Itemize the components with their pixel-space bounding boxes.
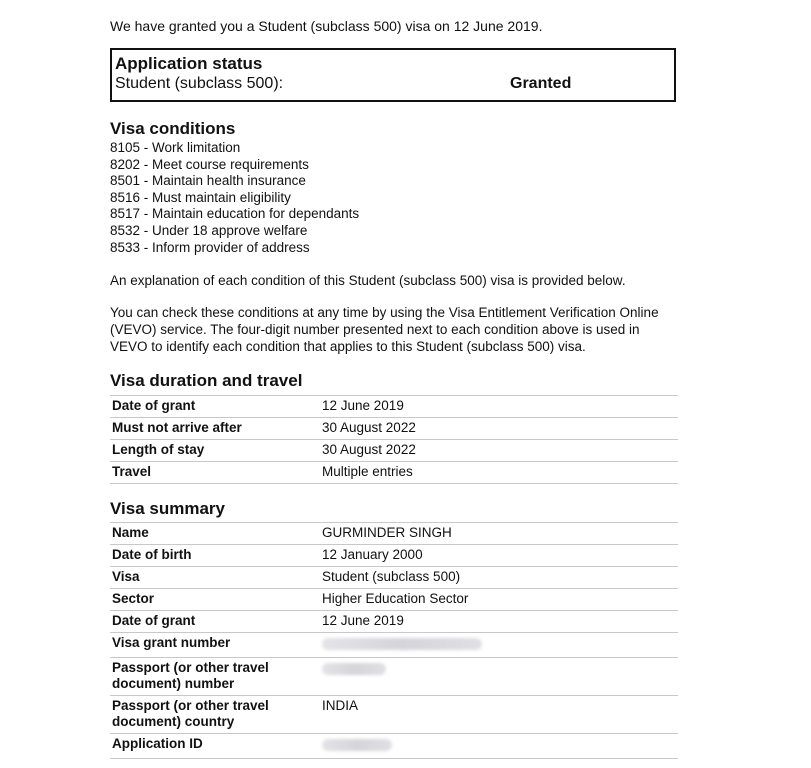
row-value: GURMINDER SINGH: [320, 523, 678, 545]
condition-item: 8532 - Under 18 approve welfare: [110, 222, 308, 238]
condition-item: 8202 - Meet course requirements: [110, 156, 309, 172]
table-row: [110, 589, 678, 611]
table-row: [110, 633, 678, 658]
table-row: [110, 462, 678, 484]
table-row: [110, 658, 678, 696]
row-value: 12 January 2000: [320, 545, 678, 567]
table-row: [110, 567, 678, 589]
status-label: Student (subclass 500):: [115, 75, 284, 92]
table-row: [110, 611, 678, 633]
table-row: [110, 734, 678, 759]
row-label: Travel: [110, 462, 320, 484]
redaction-blur: [322, 663, 386, 675]
summary-table: [110, 522, 678, 759]
row-label: Visa grant number: [110, 633, 320, 658]
status-row: [115, 74, 674, 94]
row-label: Passport (or other travel document) number: [110, 658, 320, 696]
summary-heading: Visa summary: [110, 499, 225, 518]
vevo-note: You can check these conditions at any time by using the Visa Entitlement Verification Online (VEVO) service. The four-digit number presented next to each condition above is used in VEVO to identify each condition that applies to this Student (subclass 500) visa.: [110, 305, 659, 354]
row-label: Must not arrive after: [110, 418, 320, 440]
row-value: Higher Education Sector: [320, 589, 678, 611]
conditions-heading: Visa conditions: [110, 119, 236, 138]
duration-heading: Visa duration and travel: [110, 371, 303, 390]
row-value: INDIA: [320, 696, 678, 734]
redacted-value: [320, 734, 678, 759]
status-title: Application status: [115, 54, 263, 73]
row-label: Date of grant: [110, 396, 320, 418]
table-row: [110, 545, 678, 567]
row-label: Date of birth: [110, 545, 320, 567]
redacted-value: [320, 633, 678, 658]
table-row: [110, 440, 678, 462]
row-label: Date of grant: [110, 611, 320, 633]
conditions-list: [110, 140, 359, 256]
table-row: [110, 396, 678, 418]
grant-intro: We have granted you a Student (subclass 500) visa on 12 June 2019.: [110, 18, 543, 34]
conditions-explanation-note: An explanation of each condition of this Student (subclass 500) visa is provided below.: [110, 273, 626, 288]
row-label: Passport (or other travel document) country: [110, 696, 320, 734]
status-value: Granted: [510, 75, 572, 92]
row-value: Student (subclass 500): [320, 567, 678, 589]
table-row: [110, 523, 678, 545]
row-value: Multiple entries: [320, 462, 678, 484]
table-row: [110, 418, 678, 440]
redaction-blur: [322, 739, 392, 751]
condition-item: 8516 - Must maintain eligibility: [110, 189, 291, 205]
condition-item: 8105 - Work limitation: [110, 140, 241, 155]
redaction-blur: [322, 638, 482, 650]
row-value: 30 August 2022: [320, 418, 678, 440]
row-label: Length of stay: [110, 440, 320, 462]
duration-table: [110, 395, 678, 484]
row-label: Name: [110, 523, 320, 545]
table-row: [110, 696, 678, 734]
row-value: 12 June 2019: [320, 396, 678, 418]
row-value: 30 August 2022: [320, 440, 678, 462]
row-value: 12 June 2019: [320, 611, 678, 633]
row-label: Sector: [110, 589, 320, 611]
row-label: Application ID: [110, 734, 320, 759]
condition-item: 8533 - Inform provider of address: [110, 239, 310, 255]
row-label: Visa: [110, 567, 320, 589]
application-status-box: [110, 48, 676, 102]
condition-item: 8517 - Maintain education for dependants: [110, 206, 360, 222]
condition-item: 8501 - Maintain health insurance: [110, 173, 306, 189]
redacted-value: [320, 658, 678, 696]
